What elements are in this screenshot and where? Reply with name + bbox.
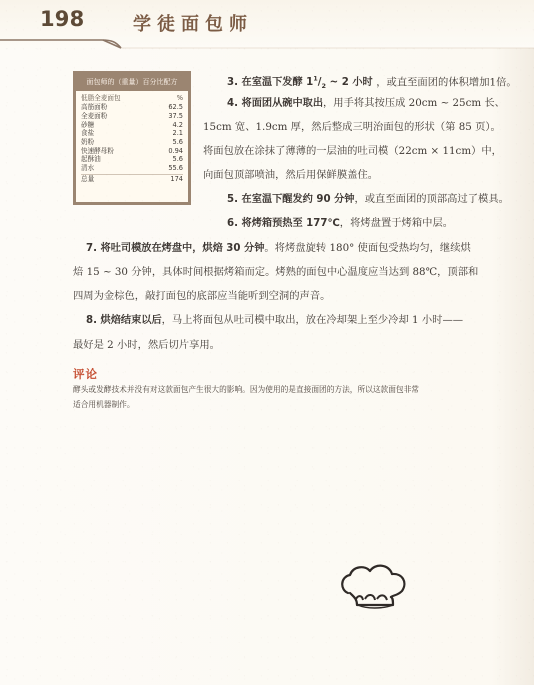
total-percent: 174 bbox=[170, 174, 183, 183]
commentary-heading: 评论 bbox=[73, 367, 98, 381]
ingredient-percent: 37.5 bbox=[168, 111, 183, 120]
ingredient-percent: 5.6 bbox=[172, 155, 183, 164]
instruction-step-4-line-3: 将面包放在涂抹了薄薄的一层油的吐司模（22cm × 11cm）中， bbox=[203, 145, 502, 157]
step-7-line-1-text: 。将烤盘旋转 180° 使面包受热均匀，继续烘 bbox=[264, 242, 471, 254]
commentary-line-1: 酵头或发酵技术并没有对这款面包产生很大的影响。因为使用的是直接面团的方法，所以这款面包非常 bbox=[73, 385, 419, 394]
commentary-line-2: 适合用机器制作。 bbox=[73, 400, 135, 409]
ingredient-name: 奶粉 bbox=[81, 138, 95, 147]
table-body bbox=[76, 91, 188, 183]
baker-percentage-table bbox=[73, 71, 191, 205]
ingredient-name: 起酥油 bbox=[81, 155, 101, 164]
instruction-step-4-line-1 bbox=[227, 93, 505, 114]
ingredient-name: 全麦面粉 bbox=[81, 111, 108, 120]
instruction-step-6 bbox=[227, 213, 453, 234]
step-7-lead: 7. 将吐司模放在烤盘中，烘焙 30 分钟 bbox=[86, 243, 265, 254]
table-row bbox=[81, 155, 183, 164]
step-6-lead: 6. 将烤箱预热至 177℃ bbox=[227, 218, 340, 229]
ingredient-percent: 55.6 bbox=[168, 164, 183, 173]
instruction-step-5 bbox=[227, 189, 509, 210]
instruction-step-7-line-1 bbox=[86, 238, 471, 259]
instruction-step-8-line-2: 最好是 2 小时，然后切片享用。 bbox=[73, 339, 220, 351]
instruction-step-4-line-4: 向面包顶部喷油，然后用保鲜膜盖住。 bbox=[203, 169, 379, 181]
step-4-lead: 4. 将面团从碗中取出 bbox=[227, 98, 324, 109]
fraction-slash: / bbox=[317, 77, 322, 89]
chef-hat-icon bbox=[338, 562, 410, 612]
step-3-lead bbox=[227, 75, 376, 91]
table-row bbox=[81, 103, 183, 112]
step-4-line-1-text: ，用手将其按压成 20cm ~ 25cm 长、 bbox=[323, 97, 505, 109]
ingredient-percent: 2.1 bbox=[172, 129, 183, 138]
ingredient-percent: 62.5 bbox=[168, 103, 183, 112]
step-3-fraction-denominator: 2 bbox=[321, 82, 327, 91]
percent-column-label: % bbox=[176, 94, 183, 102]
page-number: 198 bbox=[40, 7, 85, 31]
step-5-text: ，或直至面团的顶部高过了模具。 bbox=[354, 193, 509, 205]
step-3-text: ，或直至面团的体积增加1倍。 bbox=[376, 76, 517, 89]
total-label: 总量 bbox=[81, 174, 95, 183]
step-3-lead-before: 3. 在室温下发酵 1 bbox=[227, 77, 314, 89]
ingredient-percent: 5.6 bbox=[172, 138, 183, 147]
ingredient-name: 快速酵母粉 bbox=[81, 146, 114, 155]
instruction-step-8-line-1 bbox=[86, 310, 463, 331]
table-row bbox=[81, 112, 183, 121]
ingredient-column-label: 低脂全麦面包 bbox=[81, 94, 121, 102]
ingredient-percent: 0.94 bbox=[168, 146, 183, 155]
ingredient-name: 砂糖 bbox=[81, 120, 95, 129]
ingredient-percent: 4.2 bbox=[172, 120, 183, 129]
step-6-text: ，将烤盘置于烤箱中层。 bbox=[339, 217, 454, 229]
ingredient-name: 清水 bbox=[81, 164, 95, 173]
ingredient-name: 食盐 bbox=[81, 129, 95, 138]
table-row bbox=[81, 164, 183, 173]
table-row bbox=[81, 121, 183, 130]
step-3-lead-after: ~ 2 小时 bbox=[326, 77, 373, 89]
ingredient-name: 高筋面粉 bbox=[81, 103, 108, 112]
instruction-step-4-line-2: 15cm 宽、1.9cm 厚，然后整成三明治面包的形状（第 85 页）。 bbox=[203, 121, 501, 133]
table-row bbox=[81, 138, 183, 147]
book-title: 学徒面包师 bbox=[133, 14, 253, 35]
step-8-line-1-text: ，马上将面包从吐司模中取出，放在冷却架上至少冷却 1 小时—— bbox=[161, 314, 464, 326]
instruction-step-7-line-2: 焙 15 ~ 30 分钟，具体时间根据烤箱而定。烤熟的面包中心温度应当达到 88℃，顶部和 bbox=[73, 266, 479, 278]
table-column-header bbox=[81, 94, 183, 103]
table-row bbox=[81, 129, 183, 138]
instruction-step-7-line-3: 四周为金棕色，敲打面包的底部应当能听到空洞的声音。 bbox=[73, 290, 331, 302]
step-5-lead: 5. 在室温下醒发约 90 分钟 bbox=[227, 194, 355, 205]
step-3-fraction-numerator: 1 bbox=[313, 75, 318, 83]
table-title: 面包师的（重量）百分比配方 bbox=[76, 74, 188, 91]
table-total-row bbox=[81, 174, 183, 184]
step-8-lead: 8. 烘焙结束以后 bbox=[86, 315, 162, 326]
